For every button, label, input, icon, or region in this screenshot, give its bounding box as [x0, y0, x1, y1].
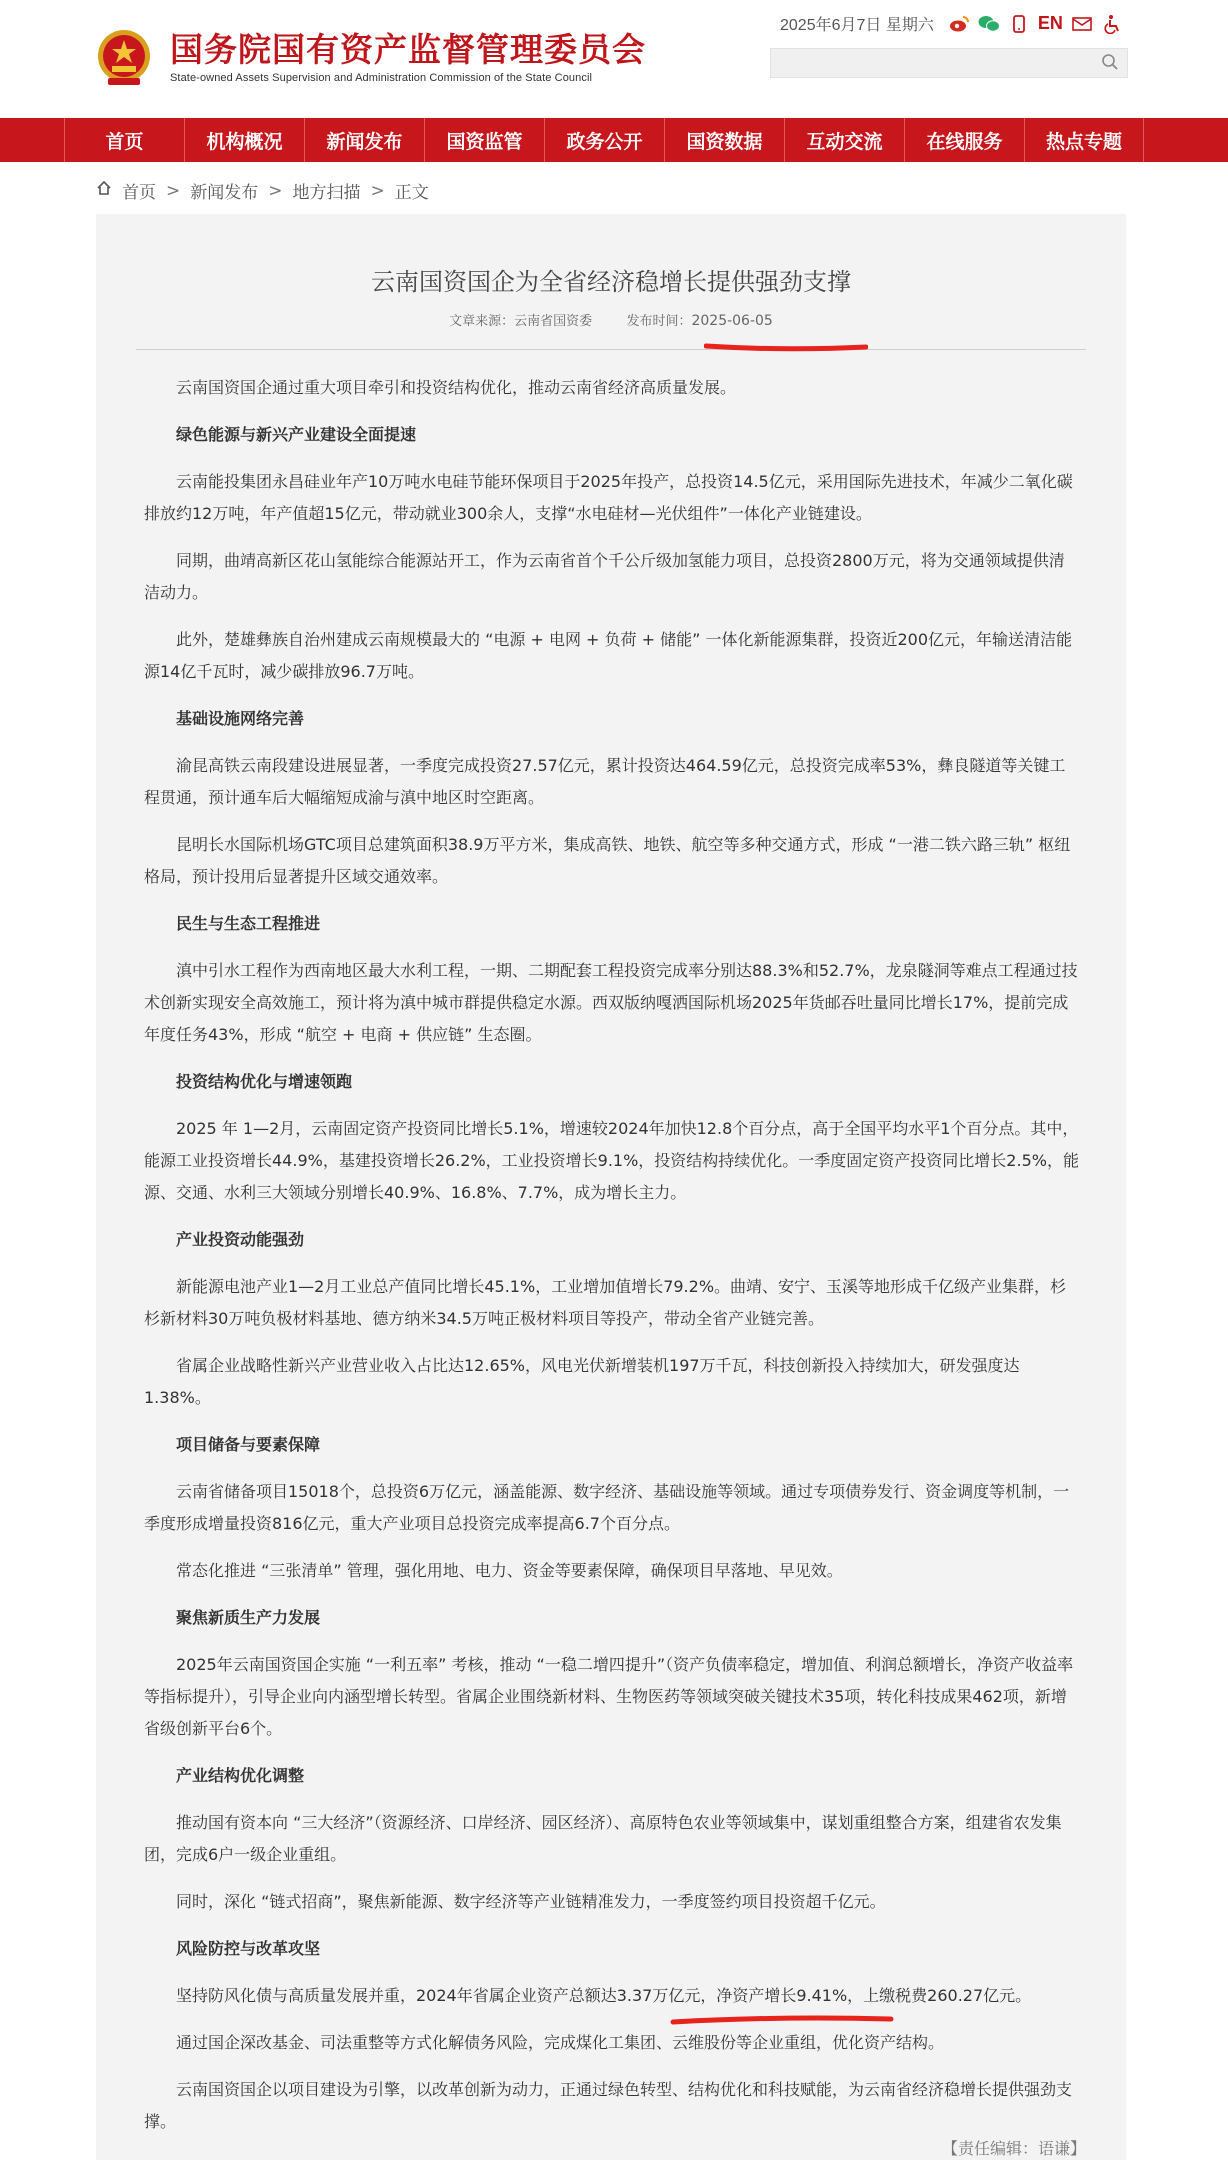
- main-navigation: [0, 118, 1228, 162]
- section-heading: 基础设施网络完善: [176, 709, 305, 728]
- source-label: 文章来源：: [449, 314, 515, 329]
- top-utility-bar: [780, 12, 1123, 35]
- publish-date: 2025-06-05: [691, 313, 773, 329]
- article-paragraph: 渝昆高铁云南段建设进展显著，一季度完成投资27.57亿元，累计投资达464.59亿元，总投资完成率53%，彝良隧道等关键工程贯通，预计通车后大幅缩短成渝与滇中地区时空距离。: [144, 756, 1066, 807]
- article-paragraph: 云南国资国企通过重大项目牵引和投资结构优化，推动云南省经济高质量发展。: [176, 378, 737, 397]
- wechat-icon[interactable]: [978, 13, 1000, 35]
- article-paragraph: 坚持防风化债与高质量发展并重，2024年省属企业资产总额达3.37万亿元，净资产增长9.41%，上缴税费260.27亿元。: [176, 1986, 1032, 2005]
- article-paragraph: 推动国有资本向 “三大经济”（资源经济、口岸经济、园区经济）、高原特色农业等领域集中，谋划重组整合方案，组建省农发集团，完成6户一级企业重组。: [144, 1813, 1062, 1864]
- responsible-editor: 【责任编辑：语谦】: [941, 2139, 1086, 2158]
- time-label: 发布时间：: [626, 314, 692, 329]
- article-paragraph: 省属企业战略性新兴产业营业收入占比达12.65%，风电光伏新增装机197万千瓦，科技创新投入持续加大，研发强度达1.38%。: [144, 1356, 1020, 1407]
- english-link[interactable]: EN: [1037, 13, 1063, 33]
- site-title-en: State-owned Assets Supervision and Administration Commission of the State Council: [170, 72, 593, 84]
- mobile-icon[interactable]: [1008, 13, 1030, 35]
- envelope-icon[interactable]: [1071, 13, 1093, 35]
- article-paragraph: 同期，曲靖高新区花山氢能综合能源站开工，作为云南省首个千公斤级加氢能力项目，总投资2800万元，将为交通领域提供清洁动力。: [144, 551, 1065, 602]
- weibo-icon[interactable]: [948, 13, 970, 35]
- article-source: 云南省国资委: [514, 314, 593, 329]
- breadcrumb: [96, 178, 429, 203]
- nav-item[interactable]: 政务公开: [544, 118, 664, 162]
- article-paragraph: 常态化推进 “三张清单” 管理，强化用地、电力、资金等要素保障，确保项目早落地、早见效。: [176, 1561, 843, 1580]
- article-paragraph: 同时，深化 “链式招商”，聚焦新能源、数字经济等产业链精准发力，一季度签约项目投资超千亿元。: [176, 1892, 886, 1911]
- article-title: 云南国资国企为全省经济稳增长提供强劲支撑: [371, 268, 851, 296]
- site-header: [0, 0, 1228, 118]
- article-paragraph: 此外，楚雄彝族自治州建成云南规模最大的 “电源 + 电网 + 负荷 + 储能” 一体化新能源集群，投资近200亿元，年输送清洁能源14亿千瓦时，减少碳排放96.7万吨。: [144, 630, 1073, 681]
- accessibility-icon[interactable]: [1101, 13, 1123, 35]
- article-body: [144, 372, 1080, 2153]
- article-paragraph: 2025年云南国资国企实施 “一利五率” 考核，推动 “一稳二增四提升”（资产负债率稳定，增加值、利润总额增长，净资产收益率等指标提升），引导企业向内涵型增长转型。省属企业围绕新材料、生物医药等领域突破关键技术35项，转化科技成果462项，新增省级创新平台6个。: [144, 1655, 1074, 1738]
- article-container: [96, 214, 1126, 2160]
- nav-item[interactable]: 国资数据: [664, 118, 784, 162]
- article-paragraph: 新能源电池产业1—2月工业总产值同比增长45.1%，工业增加值增长79.2%。曲靖、安宁、玉溪等地形成千亿级产业集群，杉杉新材料30万吨负极材料基地、德方纳米34.5万吨正极材料项目等投产，带动全省产业链完善。: [144, 1277, 1067, 1328]
- site-brand[interactable]: [170, 30, 646, 84]
- article-paragraph: 滇中引水工程作为西南地区最大水利工程，一期、二期配套工程投资完成率分别达88.3%和52.7%，龙泉隧洞等难点工程通过技术创新实现安全高效施工，预计将为滇中城市群提供稳定水源。西双版纳嘎洒国际机场2025年货邮吞吐量同比增长17%，提前完成年度任务43%，形成 “航空 + 电商 + 供应链” 生态圈。: [144, 961, 1078, 1044]
- nav-item[interactable]: 在线服务: [904, 118, 1024, 162]
- article-meta: [96, 310, 1126, 329]
- article-paragraph: 2025 年 1—2月，云南固定资产投资同比增长5.1%，增速较2024年加快12.8个百分点，高于全国平均水平1个百分点。其中，能源工业投资增长44.9%，基建投资增长26.2%，工业投资增长9.1%，投资结构持续优化。一季度固定资产投资同比增长2.5%，能源、交通、水利三大领域分别增长40.9%、16.8%、7.7%，成为增长主力。: [144, 1119, 1079, 1202]
- home-icon[interactable]: [96, 180, 112, 201]
- section-heading: 产业投资动能强劲: [176, 1230, 305, 1249]
- article-paragraph: 昆明长水国际机场GTC项目总建筑面积38.9万平方米，集成高铁、地铁、航空等多种交通方式，形成 “一港二铁六路三轨” 枢纽格局，预计投用后显著提升区域交通效率。: [144, 835, 1071, 886]
- red-underline-annotation: [670, 2010, 894, 2026]
- breadcrumb-home[interactable]: 首页: [122, 183, 156, 203]
- section-heading: 投资结构优化与增速领跑: [176, 1072, 353, 1091]
- breadcrumb-local[interactable]: 地方扫描: [292, 183, 361, 203]
- breadcrumb-separator: >: [268, 180, 283, 201]
- current-date: 2025年6月7日 星期六: [780, 17, 934, 34]
- article-paragraph: 云南省储备项目15018个，总投资6万亿元，涵盖能源、数字经济、基础设施等领域。通过专项债券发行、资金调度等机制，一季度形成增量投资816亿元，重大产业项目总投资完成率提高6.7个百分点。: [144, 1482, 1070, 1533]
- breadcrumb-news[interactable]: 新闻发布: [190, 183, 259, 203]
- section-heading: 产业结构优化调整: [176, 1766, 305, 1785]
- nav-item[interactable]: 互动交流: [784, 118, 904, 162]
- national-emblem-logo[interactable]: [96, 26, 152, 88]
- nav-item[interactable]: 新闻发布: [304, 118, 424, 162]
- section-heading: 风险防控与改革攻坚: [176, 1939, 321, 1958]
- breadcrumb-current: 正文: [394, 183, 429, 203]
- search-input[interactable]: [771, 49, 1101, 77]
- site-title-cn: 国务院国有资产监督管理委员会: [170, 30, 646, 69]
- breadcrumb-separator: >: [166, 180, 181, 201]
- section-heading: 民生与生态工程推进: [176, 914, 321, 933]
- section-heading: 项目储备与要素保障: [176, 1435, 321, 1454]
- section-heading: 聚焦新质生产力发展: [176, 1608, 321, 1627]
- article-paragraph: 云南能投集团永昌硅业年产10万吨水电硅节能环保项目于2025年投产，总投资14.5亿元，采用国际先进技术，年减少二氧化碳排放约12万吨，年产值超15亿元，带动就业300余人，支撑“水电硅材—光伏组件”一体化产业链建设。: [144, 472, 1073, 523]
- nav-item[interactable]: 首页: [64, 118, 184, 162]
- nav-item[interactable]: 国资监管: [424, 118, 544, 162]
- article-paragraph: 通过国企深改基金、司法重整等方式化解债务风险，完成煤化工集团、云维股份等企业重组，优化资产结构。: [176, 2033, 945, 2052]
- nav-item[interactable]: 机构概况: [184, 118, 304, 162]
- article-paragraph: 云南国资国企以项目建设为引擎，以改革创新为动力，正通过绿色转型、结构优化和科技赋能，为云南省经济稳增长提供强劲支撑。: [144, 2080, 1073, 2131]
- breadcrumb-separator: >: [370, 180, 385, 201]
- search-box: [770, 48, 1128, 78]
- red-underline-annotation: [704, 340, 868, 352]
- title-divider: [136, 349, 1086, 350]
- section-heading: 绿色能源与新兴产业建设全面提速: [176, 425, 417, 444]
- nav-item[interactable]: 热点专题: [1024, 118, 1144, 162]
- search-icon[interactable]: [1101, 53, 1119, 75]
